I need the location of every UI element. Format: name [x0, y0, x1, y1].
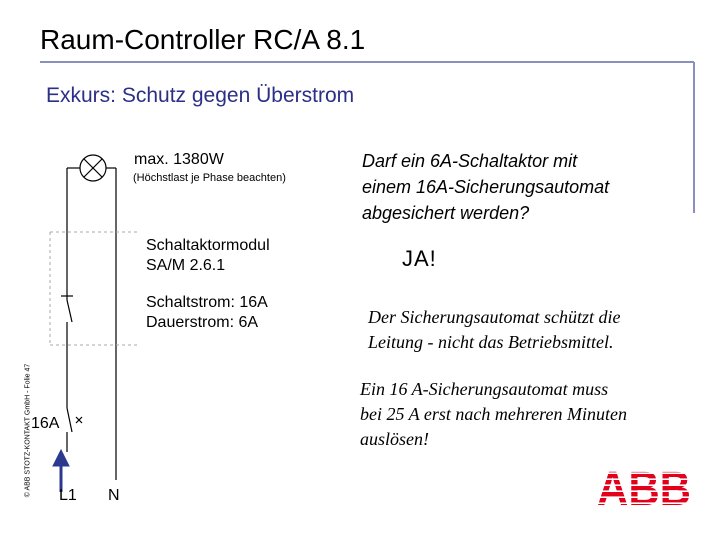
question-line-1: Darf ein 6A-Schaltaktor mit	[362, 151, 578, 171]
note-2-line-1: Ein 16 A-Sicherungsautomat muss	[360, 379, 609, 399]
note-1-line-1: Der Sicherungsautomat schützt die	[368, 307, 621, 327]
module-type: SA/M 2.6.1	[146, 257, 226, 274]
note-1-line-2: Leitung - nicht das Betriebsmittel.	[368, 332, 614, 352]
phase-label: L1	[59, 487, 77, 504]
lamp-label: max. 1380W	[134, 151, 224, 168]
question-line-3: abgesichert werden?	[362, 203, 530, 223]
breaker-label: 16A	[31, 415, 60, 432]
question-line-2: einem 16A-Sicherungsautomat	[362, 177, 610, 197]
note-2-line-3: auslösen!	[360, 429, 429, 449]
neutral-label: N	[108, 487, 120, 504]
answer: JA!	[402, 246, 437, 271]
copyright-footer: © ABB STOTZ-KONTAKT GmbH - Folie 47	[24, 363, 32, 498]
continuous-current: Dauerstrom: 6A	[146, 314, 259, 331]
slide-subtitle: Exkurs: Schutz gegen Überstrom	[46, 84, 355, 107]
slide-title: Raum-Controller RC/A 8.1	[40, 24, 366, 55]
switching-current: Schaltstrom: 16A	[146, 294, 268, 311]
abb-logo-icon: ABB	[597, 463, 691, 516]
module-name: Schaltaktormodul	[146, 237, 270, 254]
lamp-note: (Höchstlast je Phase beachten)	[133, 172, 286, 184]
note-2-line-2: bei 25 A erst nach mehreren Minuten	[360, 404, 627, 424]
